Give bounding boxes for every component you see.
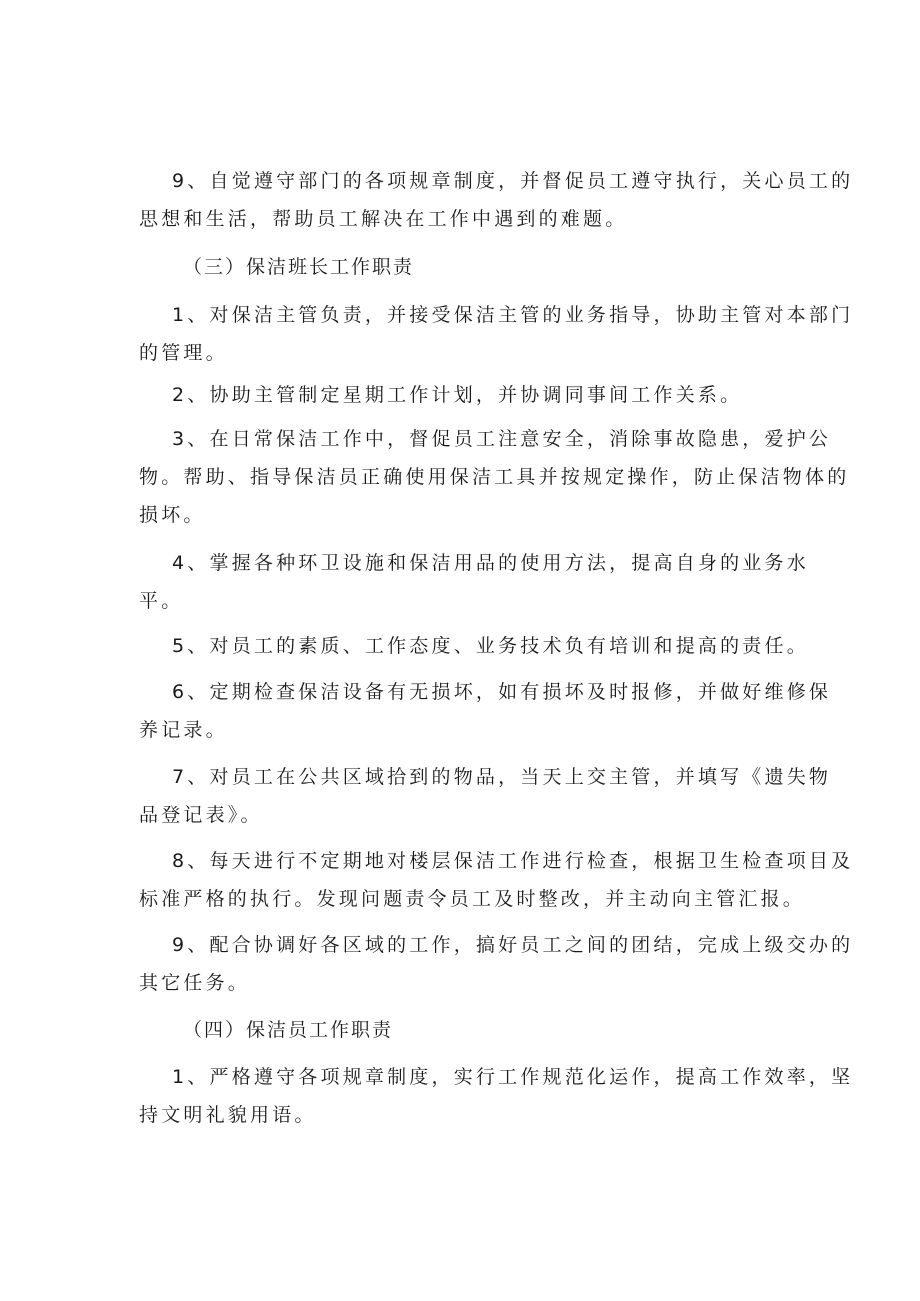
item-8-line-1: 8、每天进行不定期地对楼层保洁工作进行检查，根据卫生检查项目及 [172,850,854,872]
item-3-line-2: 物。帮助、指导保洁员正确使用保洁工具并按规定操作，防止保洁物体的 [139,466,850,488]
item-6-line-1: 6、定期检查保洁设备有无损坏，如有损坏及时报修，并做好维修保 [172,681,832,703]
item-1-line-1: 1、对保洁主管负责，并接受保洁主管的业务指导，协助主管对本部门 [172,304,854,326]
item-1b-line-1: 1、严格遵守各项规章制度，实行工作规范化运作，提高工作效率，坚 [172,1066,854,1088]
item-5-line-1: 5、对员工的素质、工作态度、业务技术负有培训和提高的责任。 [172,635,809,657]
item-7-line-1: 7、对员工在公共区域拾到的物品，当天上交主管，并填写《遗失物 [172,766,832,788]
section-heading-3: （三）保洁班长工作职责 [183,256,415,278]
item-4-line-2: 平。 [139,590,184,612]
item-2-line-1: 2、协助主管制定星期工作计划，并协调同事间工作关系。 [172,384,743,406]
item-9-line-1: 9、自觉遵守部门的各项规章制度，并督促员工遵守执行，关心员工的 [172,170,854,192]
item-9b-line-2: 其它任务。 [139,972,251,994]
section-heading-4: （四）保洁员工作职责 [183,1019,394,1041]
item-3-line-3: 损坏。 [139,504,206,526]
item-1-line-2: 的管理。 [139,342,228,364]
item-7-line-2: 品登记表》。 [139,804,263,826]
item-3-line-1: 3、在日常保洁工作中，督促员工注意安全，消除事故隐患，爱护公 [172,428,832,450]
item-9b-line-1: 9、配合协调好各区域的工作，搞好员工之间的团结，完成上级交办的 [172,934,854,956]
item-4-line-1: 4、掌握各种环卫设施和保洁用品的使用方法，提高自身的业务水 [172,552,809,574]
item-6-line-2: 养记录。 [139,719,228,741]
item-1b-line-2: 持文明礼貌用语。 [139,1104,317,1126]
item-8-line-2: 标准严格的执行。发现问题责令员工及时整改，并主动向主管汇报。 [139,888,806,910]
item-9-line-2: 思想和生活，帮助员工解决在工作中遇到的难题。 [139,208,628,230]
